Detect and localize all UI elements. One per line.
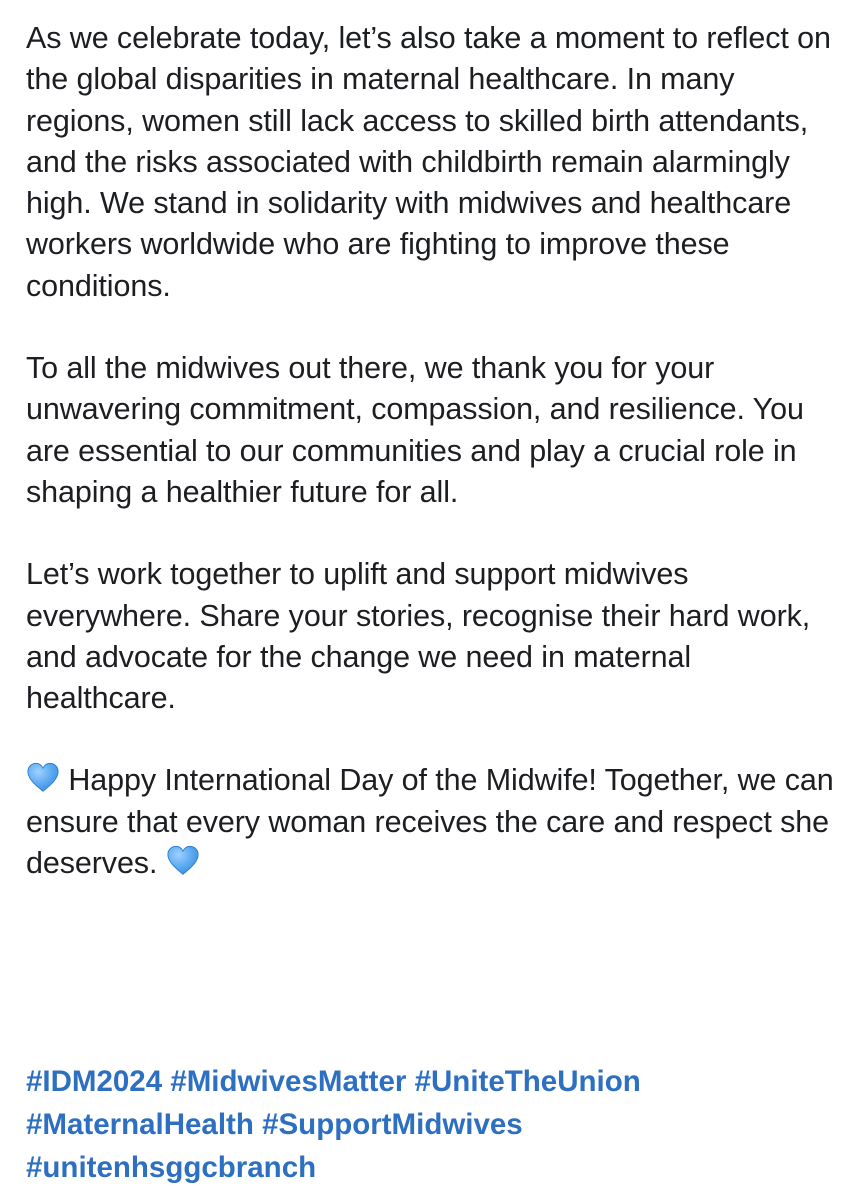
post-paragraph-3: Let’s work together to uplift and support midwives everywhere. Share your stories, recognise their hard work, and advocate for the change we need in maternal healthcare. <box>26 557 811 716</box>
closing-text: Happy International Day of the Midwife! Together, we can ensure that every woman receives the care and respect she deserves. <box>26 763 834 881</box>
hashtag-link[interactable]: #UniteTheUnion <box>414 1065 641 1098</box>
post-paragraph-2: To all the midwives out there, we thank you for your unwavering commitment, compassion, and resilience. You are essential to our communities and play a crucial role in shaping a healthier future for all. <box>26 351 804 509</box>
hashtag-list <box>26 1060 836 1189</box>
hashtag-link[interactable]: #MaternalHealth <box>26 1108 254 1141</box>
hashtag-link[interactable]: #IDM2024 <box>26 1065 163 1098</box>
blue-heart-icon <box>26 761 60 795</box>
hashtag-link[interactable]: #SupportMidwives <box>262 1108 523 1141</box>
blue-heart-icon <box>166 844 200 878</box>
post-paragraph-1: As we celebrate today, let’s also take a moment to reflect on the global disparities in maternal healthcare. In many regions, women still lack access to skilled birth attendants, and the risks associated with childbirth remain alarmingly high. We stand in solidarity with midwives and healthcare workers worldwide who are fighting to improve these conditions. <box>26 21 831 303</box>
hashtag-link[interactable]: #unitenhsggcbranch <box>26 1151 317 1184</box>
post-closing-paragraph <box>26 760 836 884</box>
post-body <box>26 18 836 925</box>
hashtag-link[interactable]: #MidwivesMatter <box>170 1065 407 1098</box>
